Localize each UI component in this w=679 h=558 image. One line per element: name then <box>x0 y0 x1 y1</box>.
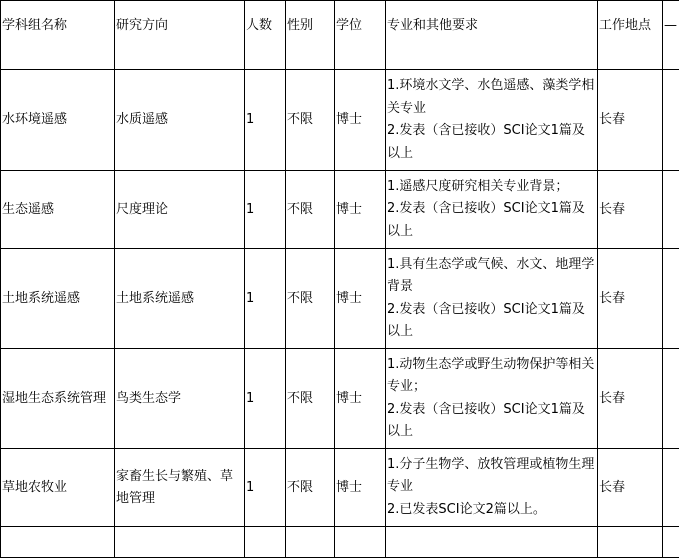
cell-gender: 不限 <box>286 449 335 527</box>
table-row <box>1 349 679 449</box>
cell-degree: 博士 <box>335 449 386 527</box>
requirement-line: 1.环境水文学、水色遥感、藻类学相关专业 <box>387 75 596 120</box>
cell-count: 1 <box>245 249 286 349</box>
cell-research-direction: 水质遥感 <box>115 70 245 171</box>
cell-extra <box>663 171 679 249</box>
cell-degree: 博士 <box>335 171 386 249</box>
cell-count: 1 <box>245 349 286 449</box>
cell-count: 1 <box>245 449 286 527</box>
cell-requirements <box>386 349 598 449</box>
requirement-line: 2.发表（含已接收）SCI论文1篇及以上 <box>387 299 596 344</box>
table-header-row <box>1 1 679 70</box>
cell-degree: 博士 <box>335 249 386 349</box>
header-location: 工作地点 <box>598 1 663 70</box>
requirement-line: 2.已发表SCI论文2篇以上。 <box>387 499 596 522</box>
cell-group-name: 土地系统遥感 <box>1 249 115 349</box>
header-gender: 性别 <box>286 1 335 70</box>
cell-extra <box>663 449 679 527</box>
cell-gender: 不限 <box>286 249 335 349</box>
table-row <box>1 249 679 349</box>
header-degree: 学位 <box>335 1 386 70</box>
cell-requirements <box>386 171 598 249</box>
cell-location <box>598 527 663 558</box>
requirement-line: 1.分子生物学、放牧管理或植物生理专业 <box>387 454 596 499</box>
cell-research-direction: 尺度理论 <box>115 171 245 249</box>
cell-location: 长春 <box>598 249 663 349</box>
cell-extra <box>663 70 679 171</box>
cell-requirements <box>386 449 598 527</box>
cell-requirements <box>386 527 598 558</box>
cell-gender: 不限 <box>286 171 335 249</box>
cell-extra <box>663 527 679 558</box>
cell-degree <box>335 527 386 558</box>
cell-group-name: 草地农牧业 <box>1 449 115 527</box>
cell-group-name <box>1 527 115 558</box>
cell-location: 长春 <box>598 449 663 527</box>
cell-research-direction: 家畜生长与繁殖、草地管理 <box>115 449 245 527</box>
cell-degree: 博士 <box>335 70 386 171</box>
cell-group-name: 水环境遥感 <box>1 70 115 171</box>
header-count: 人数 <box>245 1 286 70</box>
table-row <box>1 527 679 558</box>
requirement-line: 1.动物生态学或野生动物保护等相关专业； <box>387 354 596 399</box>
header-group-name: 学科组名称 <box>1 1 115 70</box>
cell-gender: 不限 <box>286 70 335 171</box>
cell-research-direction <box>115 527 245 558</box>
header-research-direction: 研究方向 <box>115 1 245 70</box>
table-row <box>1 171 679 249</box>
cell-group-name: 生态遥感 <box>1 171 115 249</box>
table-row <box>1 70 679 171</box>
cell-requirements <box>386 249 598 349</box>
cell-location: 长春 <box>598 171 663 249</box>
cell-group-name: 湿地生态系统管理 <box>1 349 115 449</box>
cell-count: 1 <box>245 70 286 171</box>
cell-gender: 不限 <box>286 349 335 449</box>
requirement-line: 2.发表（含已接收）SCI论文1篇及以上 <box>387 399 596 444</box>
header-extra: — <box>663 1 679 70</box>
cell-extra <box>663 349 679 449</box>
table-row <box>1 449 679 527</box>
cell-degree: 博士 <box>335 349 386 449</box>
cell-count: 1 <box>245 171 286 249</box>
cell-research-direction: 土地系统遥感 <box>115 249 245 349</box>
cell-requirements <box>386 70 598 171</box>
cell-count <box>245 527 286 558</box>
requirement-line: 1.具有生态学或气候、水文、地理学背景 <box>387 254 596 299</box>
cell-location: 长春 <box>598 70 663 171</box>
requirement-line: 2.发表（含已接收）SCI论文1篇及以上 <box>387 198 596 243</box>
cell-location: 长春 <box>598 349 663 449</box>
requirement-line: 1.遥感尺度研究相关专业背景； <box>387 176 596 199</box>
requirement-line: 2.发表（含已接收）SCI论文1篇及以上 <box>387 120 596 165</box>
header-requirements: 专业和其他要求 <box>386 1 598 70</box>
cell-extra <box>663 249 679 349</box>
cell-research-direction: 鸟类生态学 <box>115 349 245 449</box>
cell-gender <box>286 527 335 558</box>
